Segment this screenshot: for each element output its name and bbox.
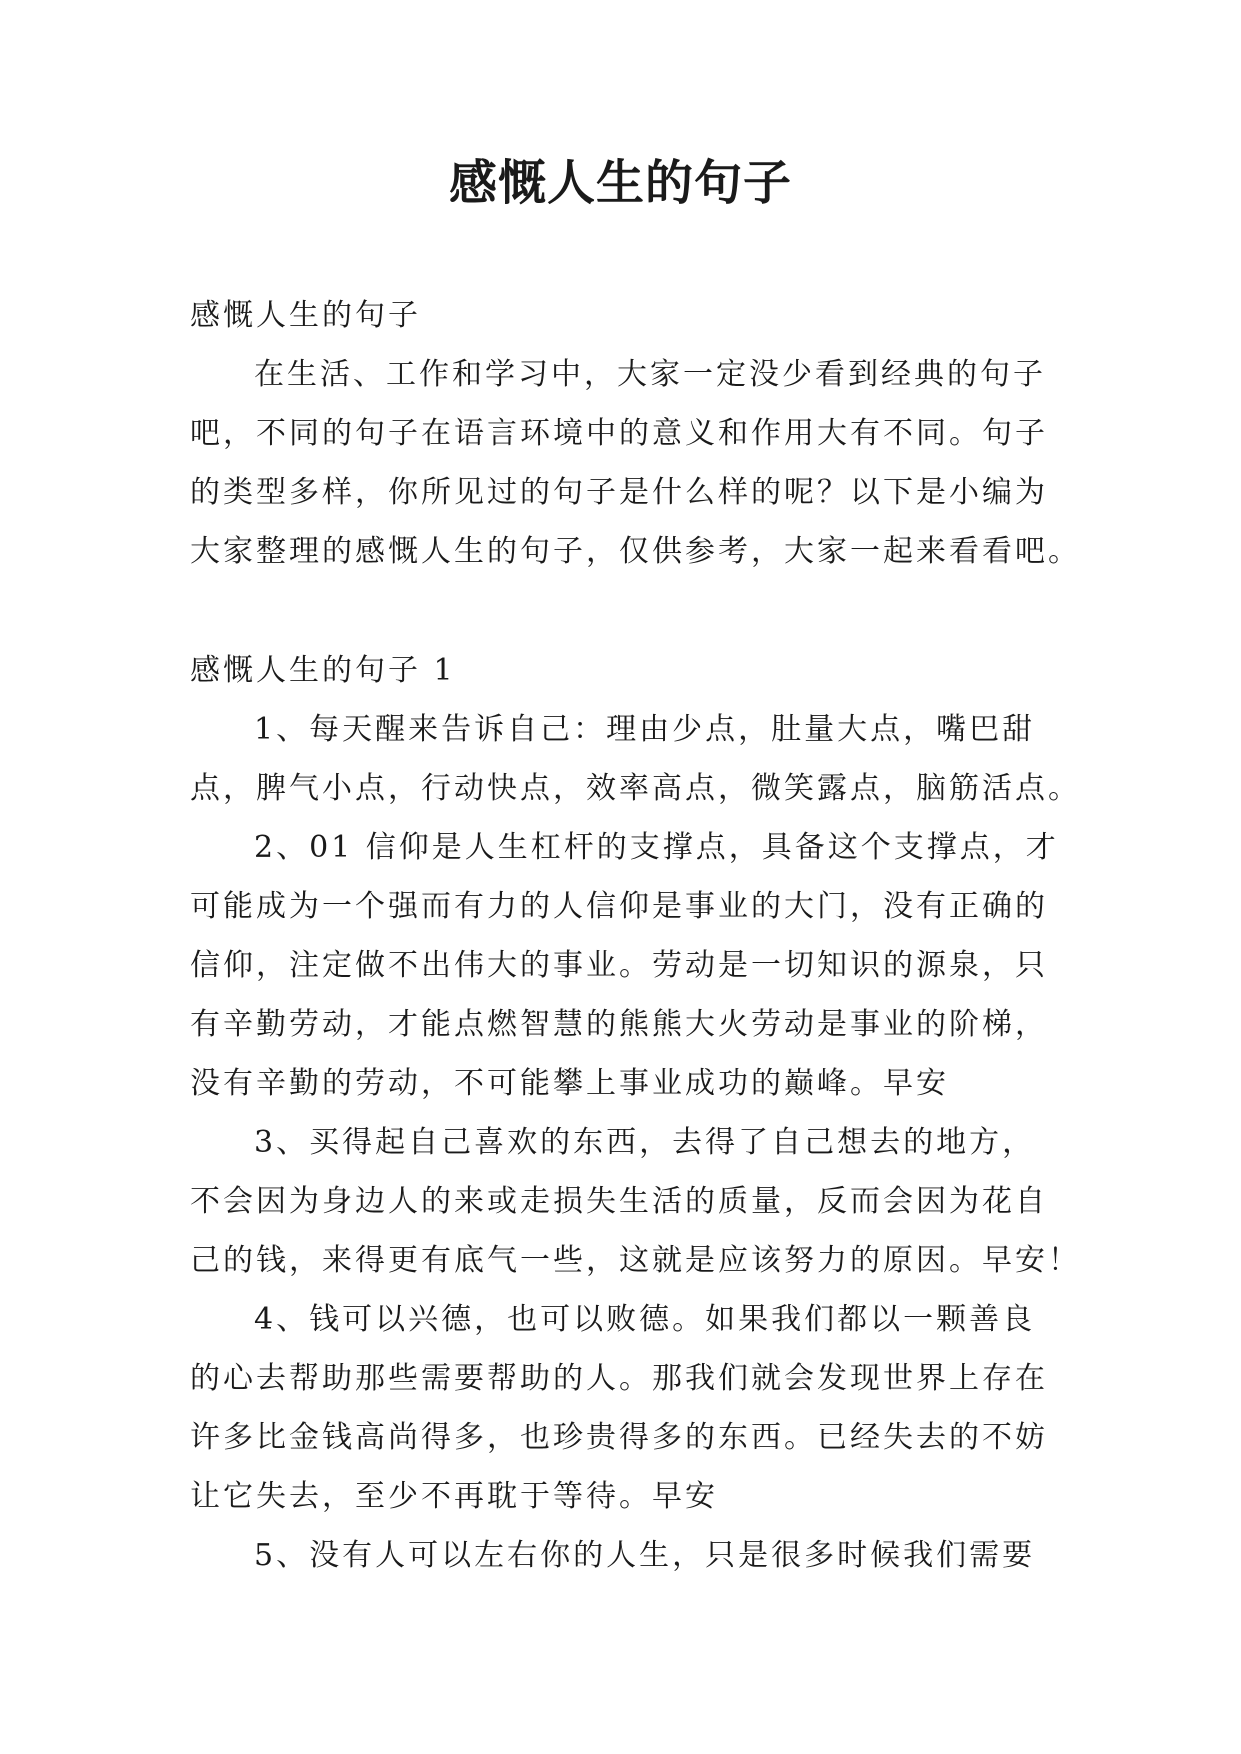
paragraph-line: 1、每天醒来告诉自己：理由少点，肚量大点，嘴巴甜 (254, 712, 1036, 747)
paragraph-line: 己的钱，来得更有底气一些，这就是应该努力的原因。早安！ (190, 1243, 1081, 1278)
intro-line: 吧，不同的句子在语言环境中的意义和作用大有不同。句子 (190, 416, 1048, 451)
document-subtitle: 感慨人生的句子 (190, 298, 421, 333)
intro-line: 在生活、工作和学习中，大家一定没少看到经典的句子 (254, 357, 1046, 392)
paragraph-line: 4、钱可以兴德，也可以败德。如果我们都以一颗善良 (254, 1302, 1036, 1337)
paragraph-line: 有辛勤劳动，才能点燃智慧的熊熊大火劳动是事业的阶梯， (190, 1007, 1048, 1042)
paragraph-line: 5、没有人可以左右你的人生，只是很多时候我们需要 (254, 1538, 1036, 1573)
intro-line: 的类型多样，你所见过的句子是什么样的呢？以下是小编为 (190, 475, 1048, 510)
document-body (190, 286, 1081, 1585)
paragraph-line: 点，脾气小点，行动快点，效率高点，微笑露点，脑筋活点。 (190, 771, 1081, 806)
paragraph-line: 没有辛勤的劳动，不可能攀上事业成功的巅峰。早安 (190, 1066, 949, 1101)
paragraph-line: 不会因为身边人的来或走损失生活的质量，反而会因为花自 (190, 1184, 1048, 1219)
paragraph-line: 可能成为一个强而有力的人信仰是事业的大门，没有正确的 (190, 889, 1048, 924)
paragraph-line: 3、买得起自己喜欢的东西，去得了自己想去的地方， (254, 1125, 1036, 1160)
section-heading: 感慨人生的句子 1 (190, 653, 456, 688)
paragraph-line: 的心去帮助那些需要帮助的人。那我们就会发现世界上存在 (190, 1361, 1048, 1396)
paragraph-line: 许多比金钱高尚得多，也珍贵得多的东西。已经失去的不妨 (190, 1420, 1048, 1455)
paragraph-line: 让它失去，至少不再耽于等待。早安 (190, 1479, 718, 1514)
intro-line: 大家整理的感慨人生的句子，仅供参考，大家一起来看看吧。 (190, 534, 1081, 569)
document-title: 感慨人生的句子 (448, 155, 792, 211)
paragraph-line: 信仰，注定做不出伟大的事业。劳动是一切知识的源泉，只 (190, 948, 1048, 983)
paragraph-line: 2、01 信仰是人生杠杆的支撑点，具备这个支撑点，才 (254, 830, 1059, 865)
